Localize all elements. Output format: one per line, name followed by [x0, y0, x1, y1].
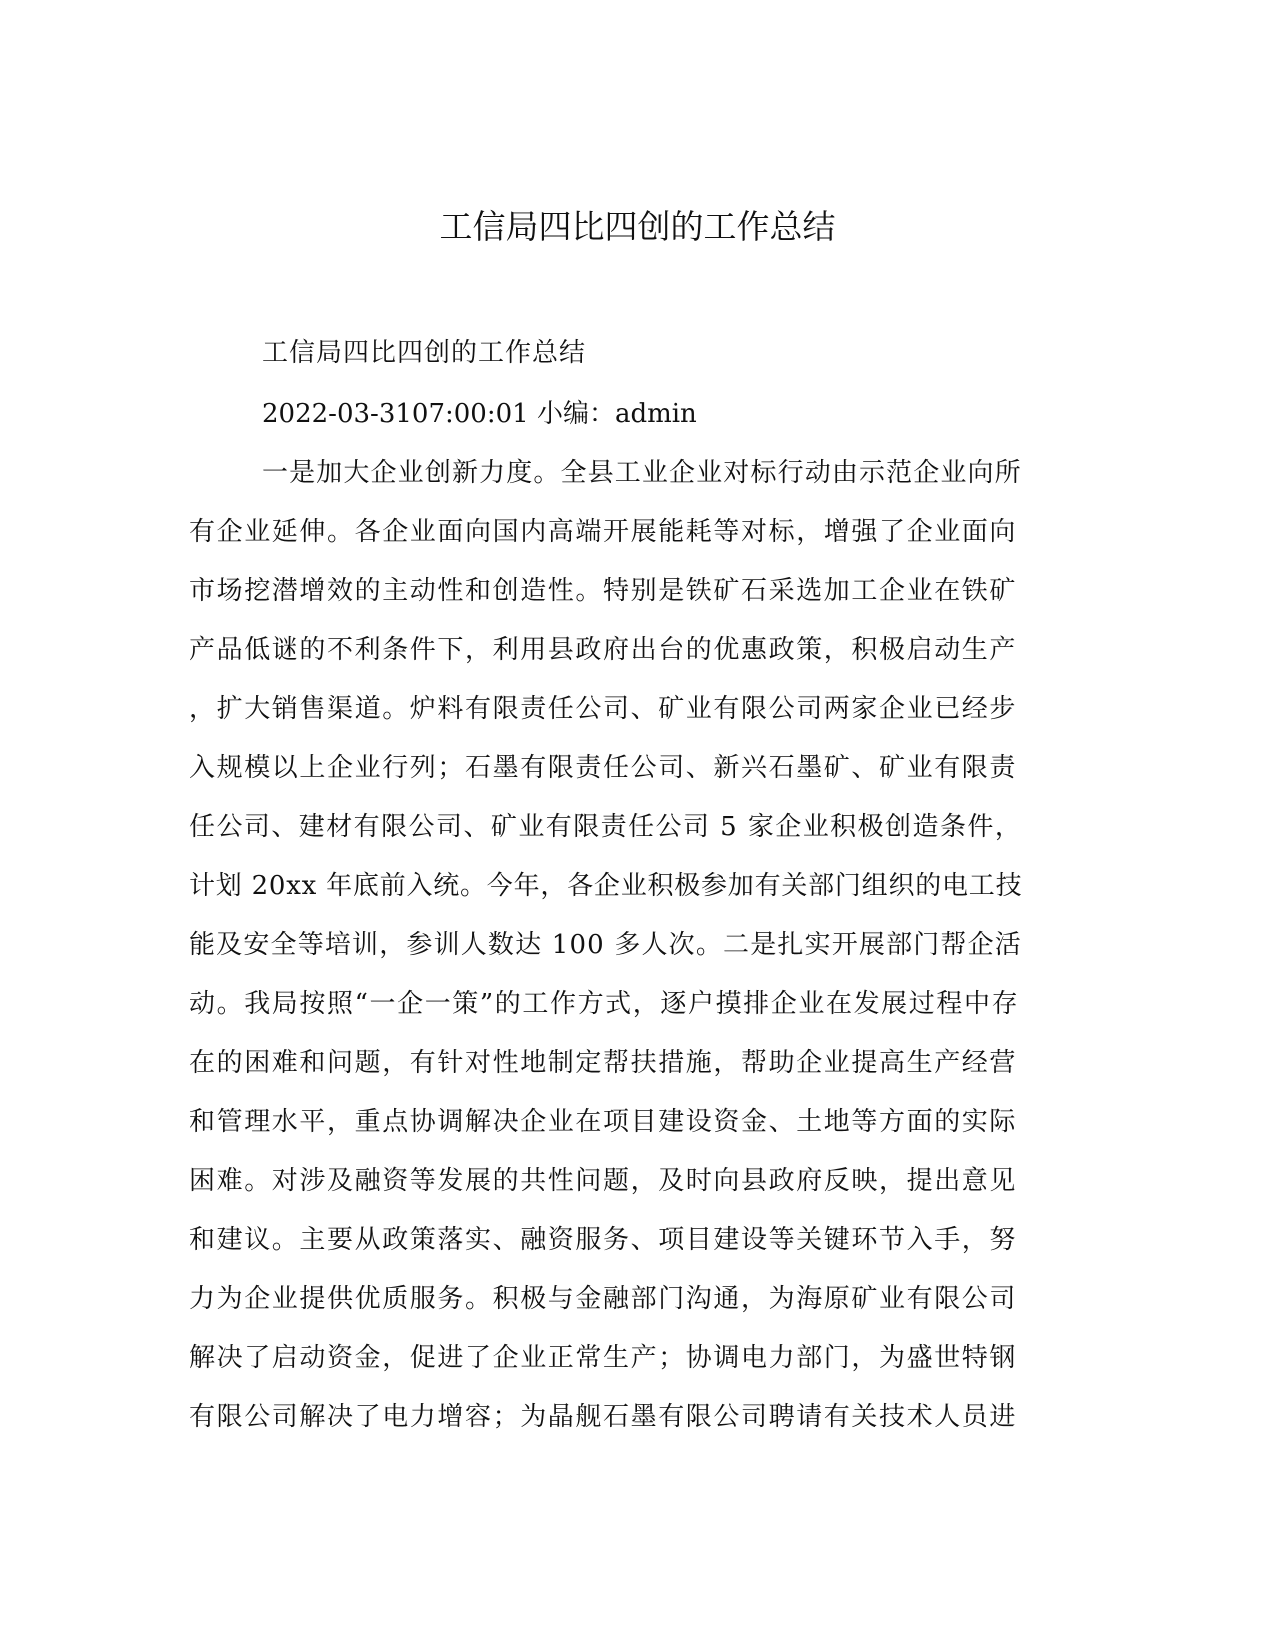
body-line: 困难。对涉及融资等发展的共性问题，及时向县政府反映，提出意见 — [189, 1166, 1018, 1196]
body-line: 任公司、建材有限公司、矿业有限责任公司 5 家企业积极创造条件， — [189, 812, 1023, 842]
body-line: 计划 20xx 年底前入统。今年，各企业积极参加有关部门组织的电工技 — [189, 871, 1023, 901]
body-line: 入规模以上企业行列；石墨有限责任公司、新兴石墨矿、矿业有限责 — [189, 753, 1018, 783]
document-subtitle: 工信局四比四创的工作总结 — [262, 338, 587, 368]
body-line: 力为企业提供优质服务。积极与金融部门沟通，为海原矿业有限公司 — [189, 1284, 1018, 1314]
body-line: 能及安全等培训，参训人数达 100 多人次。二是扎实开展部门帮企活 — [189, 930, 1022, 960]
body-line: 有限公司解决了电力增容；为晶舰石墨有限公司聘请有关技术人员进 — [189, 1402, 1018, 1432]
body-line: 产品低谜的不利条件下，利用县政府出台的优惠政策，积极启动生产 — [189, 635, 1018, 665]
body-line: 在的困难和问题，有针对性地制定帮扶措施，帮助企业提高生产经营 — [189, 1048, 1018, 1078]
body-line: 解决了启动资金，促进了企业正常生产；协调电力部门，为盛世特钢 — [189, 1343, 1018, 1373]
body-line: ，扩大销售渠道。炉料有限责任公司、矿业有限公司两家企业已经步 — [189, 694, 1018, 724]
body-line: 和建议。主要从政策落实、融资服务、项目建设等关键环节入手，努 — [189, 1225, 1018, 1255]
body-line: 和管理水平，重点协调解决企业在项目建设资金、土地等方面的实际 — [189, 1107, 1018, 1137]
body-line: 动。我局按照“一企一策”的工作方式，逐户摸排企业在发展过程中存 — [189, 989, 1020, 1019]
body-line: 一是加大企业创新力度。全县工业企业对标行动由示范企业向所 — [262, 458, 1022, 488]
document-dateline: 2022-03-3107:00:01 小编：admin — [262, 399, 697, 429]
body-line: 有企业延伸。各企业面向国内高端开展能耗等对标，增强了企业面向 — [189, 517, 1018, 547]
body-line: 市场挖潜增效的主动性和创造性。特别是铁矿石采选加工企业在铁矿 — [189, 576, 1018, 606]
document-title: 工信局四比四创的工作总结 — [439, 207, 836, 246]
